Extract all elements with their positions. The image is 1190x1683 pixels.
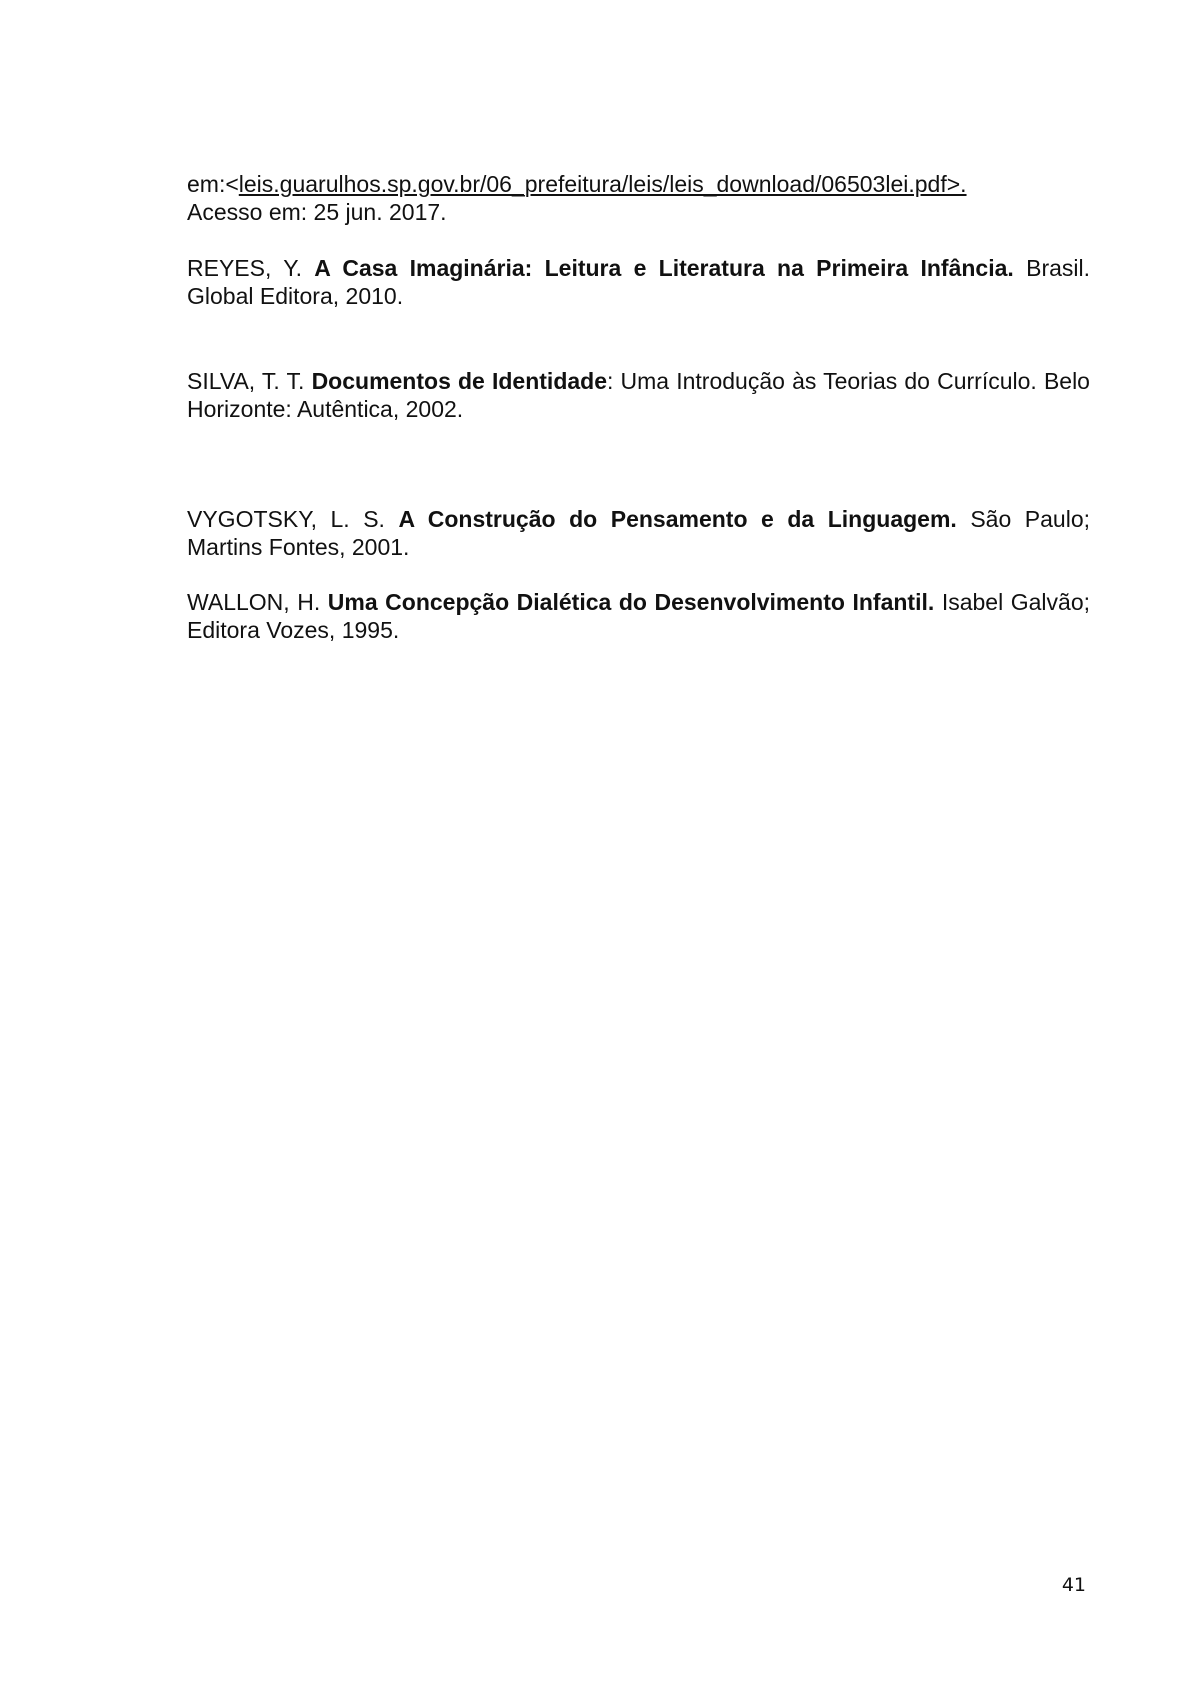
page-number: 41 (1061, 1574, 1086, 1596)
reference-entry (187, 367, 1090, 423)
reference-author: SILVA, T. T. (187, 368, 312, 394)
reference-entry (187, 505, 1090, 561)
reference-author: WALLON, H. (187, 589, 328, 615)
reference-author: REYES, Y. (187, 255, 315, 281)
reference-rest: Brasil. Global Editora, 2010. (187, 255, 1091, 309)
reference-entry (187, 254, 1090, 310)
reference-title: Uma Concepção Dialética do Desenvolvimento Infantil. (327, 589, 935, 615)
reference-entry (187, 170, 1090, 226)
reference-prefix: em:< (187, 171, 239, 197)
reference-rest: São Paulo; Martins Fontes, 2001. (187, 506, 1091, 560)
reference-title: Documentos de Identidade (311, 368, 607, 394)
reference-entry (187, 588, 1090, 644)
reference-title: A Construção do Pensamento e da Linguagem. (398, 506, 957, 532)
reference-rest: : Uma Introdução às Teorias do Currículo. Belo Horizonte: Autêntica, 2002. (187, 368, 1090, 422)
reference-link[interactable]: leis.guarulhos.sp.gov.br/06_prefeitura/leis/leis_download/06503lei.pdf>. (238, 171, 967, 197)
reference-author: VYGOTSKY, L. S. (187, 506, 399, 532)
reference-title: A Casa Imaginária: Leitura e Literatura na Primeira Infância. (314, 255, 1014, 281)
reference-rest: Acesso em: 25 jun. 2017. (187, 199, 447, 225)
reference-rest: Isabel Galvão; Editora Vozes, 1995. (187, 589, 1091, 643)
